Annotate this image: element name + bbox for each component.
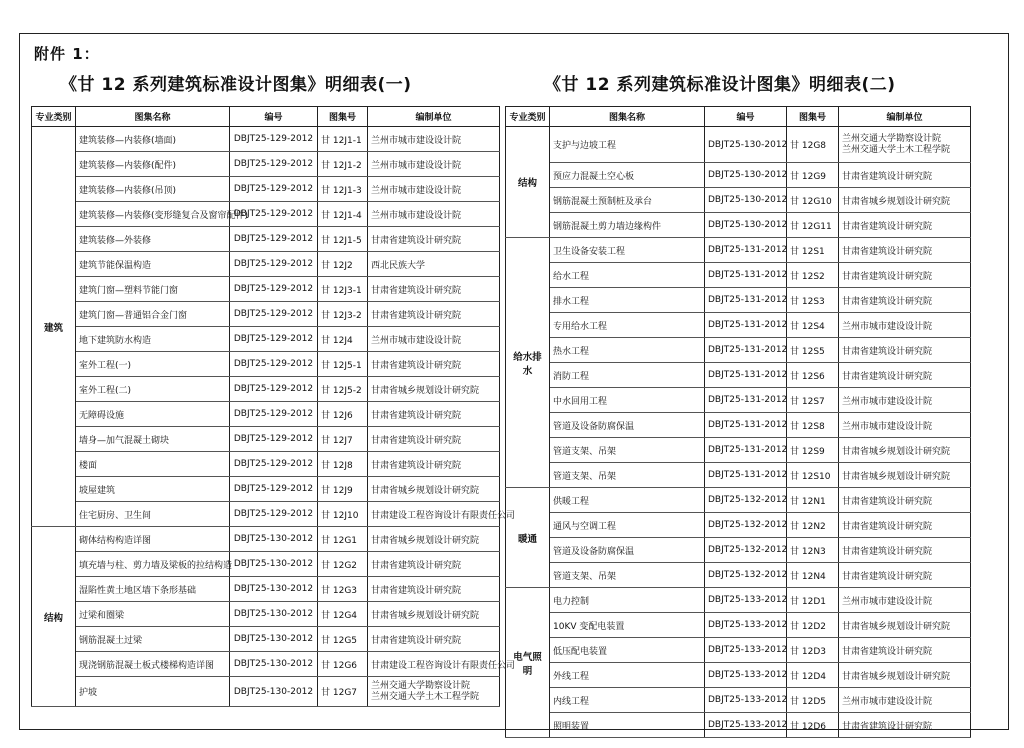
code-cell: DBJT25-130-2012 bbox=[705, 163, 787, 188]
atlas-name-cell: 钢筋混凝土过梁 bbox=[76, 627, 230, 652]
code-cell: DBJT25-130-2012 bbox=[230, 602, 318, 627]
code-cell: DBJT25-131-2012 bbox=[705, 288, 787, 313]
organization-cell: 兰州市城市建设设计院 bbox=[839, 413, 971, 438]
atlas-name-cell: 给水工程 bbox=[550, 263, 705, 288]
code-cell: DBJT25-129-2012 bbox=[230, 302, 318, 327]
atlas-name-cell: 坡屋建筑 bbox=[76, 477, 230, 502]
atlas-name-cell: 10KV 变配电装置 bbox=[550, 613, 705, 638]
header-atlas-number: 图集号 bbox=[318, 107, 368, 127]
table-row bbox=[32, 127, 500, 152]
table-row bbox=[32, 202, 500, 227]
atlas-number-cell: 甘 12J6 bbox=[318, 402, 368, 427]
code-cell: DBJT25-129-2012 bbox=[230, 452, 318, 477]
table-row bbox=[32, 652, 500, 677]
code-cell: DBJT25-129-2012 bbox=[230, 477, 318, 502]
organization-cell: 甘肃省建筑设计研究院 bbox=[839, 288, 971, 313]
organization-cell: 甘肃省建筑设计研究院 bbox=[839, 538, 971, 563]
organization-cell: 甘肃省建筑设计研究院 bbox=[839, 713, 971, 738]
catalog-table-1 bbox=[31, 106, 516, 707]
atlas-number-cell: 甘 12S10 bbox=[787, 463, 839, 488]
table-row bbox=[506, 638, 971, 663]
atlas-number-cell: 甘 12D2 bbox=[787, 613, 839, 638]
organization-cell: 兰州市城市建设设计院 bbox=[368, 152, 500, 177]
organization-cell: 兰州市城市建设设计院 bbox=[368, 202, 500, 227]
atlas-number-cell: 甘 12S5 bbox=[787, 338, 839, 363]
code-cell: DBJT25-132-2012 bbox=[705, 513, 787, 538]
organization-cell: 甘肃省建筑设计研究院 bbox=[368, 402, 500, 427]
code-cell: DBJT25-129-2012 bbox=[230, 152, 318, 177]
organization-cell: 甘肃省建筑设计研究院 bbox=[368, 427, 500, 452]
atlas-number-cell: 甘 12G8 bbox=[787, 127, 839, 163]
table-row bbox=[506, 413, 971, 438]
organization-cell: 甘肃省建筑设计研究院 bbox=[368, 452, 500, 477]
atlas-name-cell: 排水工程 bbox=[550, 288, 705, 313]
organization-cell: 甘肃省城乡规划设计研究院 bbox=[839, 613, 971, 638]
code-cell: DBJT25-133-2012 bbox=[705, 638, 787, 663]
atlas-name-cell: 钢筋混凝土剪力墙边缘构件 bbox=[550, 213, 705, 238]
table-row bbox=[32, 252, 500, 277]
atlas-name-cell: 湿陷性黄土地区墙下条形基础 bbox=[76, 577, 230, 602]
organization-cell: 甘肃省城乡规划设计研究院 bbox=[839, 663, 971, 688]
atlas-name-cell: 专用给水工程 bbox=[550, 313, 705, 338]
atlas-name-cell: 建筑装修—内装修(墙面) bbox=[76, 127, 230, 152]
organization-cell: 甘肃省建筑设计研究院 bbox=[839, 263, 971, 288]
code-cell: DBJT25-130-2012 bbox=[230, 677, 318, 707]
atlas-number-cell: 甘 12S1 bbox=[787, 238, 839, 263]
code-cell: DBJT25-129-2012 bbox=[230, 177, 318, 202]
atlas-number-cell: 甘 12G11 bbox=[787, 213, 839, 238]
code-cell: DBJT25-130-2012 bbox=[230, 627, 318, 652]
organization-cell: 兰州市城市建设设计院 bbox=[839, 588, 971, 613]
organization-cell: 甘肃省建筑设计研究院 bbox=[368, 552, 500, 577]
atlas-number-cell: 甘 12S6 bbox=[787, 363, 839, 388]
atlas-number-cell: 甘 12J5-1 bbox=[318, 352, 368, 377]
organization-cell: 甘肃省建筑设计研究院 bbox=[368, 302, 500, 327]
atlas-number-cell: 甘 12J4 bbox=[318, 327, 368, 352]
table-row bbox=[506, 463, 971, 488]
atlas-number-cell: 甘 12N2 bbox=[787, 513, 839, 538]
code-cell: DBJT25-133-2012 bbox=[705, 663, 787, 688]
atlas-number-cell: 甘 12J3-1 bbox=[318, 277, 368, 302]
table-row bbox=[506, 238, 971, 263]
atlas-number-cell: 甘 12S7 bbox=[787, 388, 839, 413]
table-row bbox=[506, 263, 971, 288]
table-row bbox=[506, 713, 971, 738]
atlas-name-cell: 建筑门窗—普通铝合金门窗 bbox=[76, 302, 230, 327]
table-row bbox=[32, 527, 500, 552]
atlas-name-cell: 管道支架、吊架 bbox=[550, 563, 705, 588]
atlas-name-cell: 建筑装修—内装修(吊顶) bbox=[76, 177, 230, 202]
atlas-number-cell: 甘 12S8 bbox=[787, 413, 839, 438]
organization-cell: 甘肃省城乡规划设计研究院 bbox=[839, 438, 971, 463]
atlas-name-cell: 建筑装修—内装修(变形缝复合及窗帘配件) bbox=[76, 202, 230, 227]
table-row bbox=[506, 513, 971, 538]
table-row bbox=[506, 663, 971, 688]
table-row bbox=[32, 602, 500, 627]
atlas-name-cell: 建筑装修—外装修 bbox=[76, 227, 230, 252]
organization-cell: 甘肃省建筑设计研究院 bbox=[839, 563, 971, 588]
atlas-name-cell: 建筑门窗—塑料节能门窗 bbox=[76, 277, 230, 302]
atlas-number-cell: 甘 12J8 bbox=[318, 452, 368, 477]
code-cell: DBJT25-129-2012 bbox=[230, 502, 318, 527]
code-cell: DBJT25-131-2012 bbox=[705, 313, 787, 338]
atlas-number-cell: 甘 12D4 bbox=[787, 663, 839, 688]
table2-body bbox=[506, 127, 971, 738]
code-cell: DBJT25-130-2012 bbox=[230, 552, 318, 577]
code-cell: DBJT25-129-2012 bbox=[230, 327, 318, 352]
atlas-number-cell: 甘 12J1-1 bbox=[318, 127, 368, 152]
category-cell: 结构 bbox=[32, 527, 76, 707]
header-name: 图集名称 bbox=[550, 107, 705, 127]
table-row bbox=[506, 313, 971, 338]
atlas-number-cell: 甘 12G2 bbox=[318, 552, 368, 577]
table-row bbox=[506, 688, 971, 713]
code-cell: DBJT25-130-2012 bbox=[705, 188, 787, 213]
table2-title: 《甘 12 系列建筑标准设计图集》明细表(二) bbox=[544, 75, 896, 95]
atlas-name-cell: 照明装置 bbox=[550, 713, 705, 738]
code-cell: DBJT25-130-2012 bbox=[705, 127, 787, 163]
atlas-number-cell: 甘 12J10 bbox=[318, 502, 368, 527]
atlas-name-cell: 楼面 bbox=[76, 452, 230, 477]
header-atlas-number: 图集号 bbox=[787, 107, 839, 127]
table-row bbox=[32, 352, 500, 377]
code-cell: DBJT25-131-2012 bbox=[705, 388, 787, 413]
table-row bbox=[506, 613, 971, 638]
organization-cell: 甘肃省建筑设计研究院 bbox=[839, 238, 971, 263]
atlas-number-cell: 甘 12S2 bbox=[787, 263, 839, 288]
table1-title: 《甘 12 系列建筑标准设计图集》明细表(一) bbox=[60, 75, 412, 95]
table-row bbox=[506, 127, 971, 163]
atlas-number-cell: 甘 12J7 bbox=[318, 427, 368, 452]
code-cell: DBJT25-133-2012 bbox=[705, 613, 787, 638]
table-row bbox=[32, 402, 500, 427]
atlas-number-cell: 甘 12D3 bbox=[787, 638, 839, 663]
code-cell: DBJT25-131-2012 bbox=[705, 438, 787, 463]
atlas-name-cell: 中水回用工程 bbox=[550, 388, 705, 413]
code-cell: DBJT25-133-2012 bbox=[705, 588, 787, 613]
code-cell: DBJT25-131-2012 bbox=[705, 263, 787, 288]
atlas-number-cell: 甘 12S9 bbox=[787, 438, 839, 463]
atlas-name-cell: 建筑装修—内装修(配件) bbox=[76, 152, 230, 177]
table1-body bbox=[32, 127, 516, 707]
code-cell: DBJT25-129-2012 bbox=[230, 127, 318, 152]
atlas-name-cell: 建筑节能保温构造 bbox=[76, 252, 230, 277]
category-cell: 电气照明 bbox=[506, 588, 550, 738]
organization-cell: 甘肃省建筑设计研究院 bbox=[839, 338, 971, 363]
code-cell: DBJT25-132-2012 bbox=[705, 488, 787, 513]
code-cell: DBJT25-129-2012 bbox=[230, 277, 318, 302]
code-cell: DBJT25-131-2012 bbox=[705, 338, 787, 363]
code-cell: DBJT25-132-2012 bbox=[705, 538, 787, 563]
code-cell: DBJT25-132-2012 bbox=[705, 563, 787, 588]
header-organization: 编制单位 bbox=[839, 107, 971, 127]
table-row bbox=[32, 427, 500, 452]
header-category: 专业类别 bbox=[32, 107, 76, 127]
organization-cell: 兰州市城市建设设计院 bbox=[839, 388, 971, 413]
header-name: 图集名称 bbox=[76, 107, 230, 127]
organization-cell: 西北民族大学 bbox=[368, 252, 500, 277]
organization-cell: 兰州市城市建设设计院 bbox=[839, 313, 971, 338]
organization-cell: 兰州市城市建设设计院 bbox=[368, 177, 500, 202]
atlas-number-cell: 甘 12N1 bbox=[787, 488, 839, 513]
atlas-number-cell: 甘 12J1-3 bbox=[318, 177, 368, 202]
organization-cell: 兰州市城市建设设计院 bbox=[368, 127, 500, 152]
atlas-name-cell: 预应力混凝土空心板 bbox=[550, 163, 705, 188]
atlas-name-cell: 护坡 bbox=[76, 677, 230, 707]
code-cell: DBJT25-131-2012 bbox=[705, 463, 787, 488]
atlas-name-cell: 热水工程 bbox=[550, 338, 705, 363]
atlas-name-cell: 墙身—加气混凝土砌块 bbox=[76, 427, 230, 452]
organization-cell: 甘肃省建筑设计研究院 bbox=[839, 488, 971, 513]
atlas-name-cell: 通风与空调工程 bbox=[550, 513, 705, 538]
atlas-number-cell: 甘 12G6 bbox=[318, 652, 368, 677]
organization-cell: 兰州市城市建设设计院 bbox=[368, 327, 500, 352]
atlas-name-cell: 支护与边坡工程 bbox=[550, 127, 705, 163]
atlas-number-cell: 甘 12G3 bbox=[318, 577, 368, 602]
table-row bbox=[32, 577, 500, 602]
atlas-number-cell: 甘 12J1-4 bbox=[318, 202, 368, 227]
code-cell: DBJT25-130-2012 bbox=[230, 527, 318, 552]
atlas-number-cell: 甘 12G4 bbox=[318, 602, 368, 627]
table-row bbox=[32, 677, 500, 707]
code-cell: DBJT25-131-2012 bbox=[705, 238, 787, 263]
atlas-name-cell: 卫生设备安装工程 bbox=[550, 238, 705, 263]
atlas-number-cell: 甘 12S4 bbox=[787, 313, 839, 338]
organization-cell: 兰州市城市建设设计院 bbox=[839, 688, 971, 713]
code-cell: DBJT25-129-2012 bbox=[230, 227, 318, 252]
atlas-number-cell: 甘 12J1-2 bbox=[318, 152, 368, 177]
organization-cell: 甘肃省建筑设计研究院 bbox=[839, 363, 971, 388]
table-row bbox=[32, 302, 500, 327]
table-row bbox=[32, 377, 500, 402]
atlas-name-cell: 管道及设备防腐保温 bbox=[550, 413, 705, 438]
code-cell: DBJT25-129-2012 bbox=[230, 402, 318, 427]
organization-cell: 甘肃省城乡规划设计研究院 bbox=[839, 463, 971, 488]
organization-cell: 甘肃省城乡规划设计研究院 bbox=[368, 477, 500, 502]
table-row bbox=[506, 163, 971, 188]
organization-cell: 甘肃省建筑设计研究院 bbox=[368, 352, 500, 377]
table-row bbox=[32, 477, 500, 502]
atlas-number-cell: 甘 12N4 bbox=[787, 563, 839, 588]
organization-cell: 甘肃省城乡规划设计研究院 bbox=[368, 527, 500, 552]
atlas-number-cell: 甘 12D6 bbox=[787, 713, 839, 738]
table-row bbox=[32, 627, 500, 652]
attachment-label: 附件 1： bbox=[34, 45, 100, 63]
code-cell: DBJT25-129-2012 bbox=[230, 352, 318, 377]
atlas-number-cell: 甘 12S3 bbox=[787, 288, 839, 313]
code-cell: DBJT25-130-2012 bbox=[230, 577, 318, 602]
atlas-number-cell: 甘 12J5-2 bbox=[318, 377, 368, 402]
code-cell: DBJT25-130-2012 bbox=[705, 213, 787, 238]
atlas-name-cell: 现浇钢筋混凝土板式楼梯构造详图 bbox=[76, 652, 230, 677]
organization-cell: 甘肃省建筑设计研究院 bbox=[839, 163, 971, 188]
table-row bbox=[506, 388, 971, 413]
table-row bbox=[32, 277, 500, 302]
atlas-number-cell: 甘 12J3-2 bbox=[318, 302, 368, 327]
organization-cell: 甘肃建设工程咨询设计有限责任公司 bbox=[368, 652, 500, 677]
code-cell: DBJT25-129-2012 bbox=[230, 427, 318, 452]
header-code: 编号 bbox=[230, 107, 318, 127]
category-cell: 暖通 bbox=[506, 488, 550, 588]
table-row bbox=[506, 563, 971, 588]
table2-header bbox=[506, 107, 971, 127]
code-cell: DBJT25-129-2012 bbox=[230, 252, 318, 277]
code-cell: DBJT25-129-2012 bbox=[230, 377, 318, 402]
atlas-name-cell: 管道支架、吊架 bbox=[550, 438, 705, 463]
code-cell: DBJT25-129-2012 bbox=[230, 202, 318, 227]
atlas-name-cell: 无障碍设施 bbox=[76, 402, 230, 427]
organization-cell: 甘肃省建筑设计研究院 bbox=[368, 277, 500, 302]
atlas-name-cell: 外线工程 bbox=[550, 663, 705, 688]
table-row bbox=[32, 502, 500, 527]
code-cell: DBJT25-130-2012 bbox=[230, 652, 318, 677]
atlas-name-cell: 电力控制 bbox=[550, 588, 705, 613]
atlas-name-cell: 填充墙与柱、剪力墙及梁板的拉结构造 bbox=[76, 552, 230, 577]
table-row bbox=[506, 213, 971, 238]
organization-cell: 甘肃省建筑设计研究院 bbox=[839, 638, 971, 663]
table-row bbox=[506, 288, 971, 313]
code-cell: DBJT25-133-2012 bbox=[705, 688, 787, 713]
atlas-name-cell: 内线工程 bbox=[550, 688, 705, 713]
category-cell: 建筑 bbox=[32, 127, 76, 527]
header-code: 编号 bbox=[705, 107, 787, 127]
organization-cell: 兰州交通大学勘察设计院 兰州交通大学土木工程学院 bbox=[368, 677, 500, 707]
table-row bbox=[32, 327, 500, 352]
organization-cell: 甘肃建设工程咨询设计有限责任公司 bbox=[368, 502, 500, 527]
organization-cell: 甘肃省城乡规划设计研究院 bbox=[839, 188, 971, 213]
code-cell: DBJT25-131-2012 bbox=[705, 363, 787, 388]
organization-cell: 甘肃省建筑设计研究院 bbox=[368, 627, 500, 652]
atlas-name-cell: 地下建筑防水构造 bbox=[76, 327, 230, 352]
organization-cell: 甘肃省建筑设计研究院 bbox=[839, 213, 971, 238]
atlas-number-cell: 甘 12G9 bbox=[787, 163, 839, 188]
code-cell: DBJT25-133-2012 bbox=[705, 713, 787, 738]
atlas-name-cell: 过梁和圈梁 bbox=[76, 602, 230, 627]
atlas-number-cell: 甘 12G7 bbox=[318, 677, 368, 707]
atlas-name-cell: 钢筋混凝土预制桩及承台 bbox=[550, 188, 705, 213]
atlas-number-cell: 甘 12N3 bbox=[787, 538, 839, 563]
table-row bbox=[506, 338, 971, 363]
table-row bbox=[32, 177, 500, 202]
organization-cell: 甘肃省建筑设计研究院 bbox=[368, 227, 500, 252]
organization-cell: 甘肃省城乡规划设计研究院 bbox=[368, 602, 500, 627]
table-row bbox=[506, 188, 971, 213]
category-cell: 结构 bbox=[506, 127, 550, 238]
atlas-number-cell: 甘 12D1 bbox=[787, 588, 839, 613]
atlas-number-cell: 甘 12J1-5 bbox=[318, 227, 368, 252]
table1-header bbox=[32, 107, 500, 127]
table-row bbox=[506, 363, 971, 388]
table-row bbox=[32, 452, 500, 477]
code-cell: DBJT25-131-2012 bbox=[705, 413, 787, 438]
organization-cell: 甘肃省城乡规划设计研究院 bbox=[368, 377, 500, 402]
table-row bbox=[506, 588, 971, 613]
atlas-number-cell: 甘 12J9 bbox=[318, 477, 368, 502]
table-row bbox=[506, 488, 971, 513]
header-organization: 编制单位 bbox=[368, 107, 500, 127]
atlas-name-cell: 室外工程(一) bbox=[76, 352, 230, 377]
atlas-name-cell: 室外工程(二) bbox=[76, 377, 230, 402]
table-row bbox=[32, 152, 500, 177]
atlas-name-cell: 供暖工程 bbox=[550, 488, 705, 513]
table-row bbox=[506, 538, 971, 563]
atlas-name-cell: 砌体结构构造详图 bbox=[76, 527, 230, 552]
atlas-number-cell: 甘 12J2 bbox=[318, 252, 368, 277]
atlas-number-cell: 甘 12G5 bbox=[318, 627, 368, 652]
atlas-number-cell: 甘 12G10 bbox=[787, 188, 839, 213]
catalog-table-2 bbox=[505, 106, 971, 738]
atlas-name-cell: 住宅厨房、卫生间 bbox=[76, 502, 230, 527]
organization-cell: 甘肃省建筑设计研究院 bbox=[839, 513, 971, 538]
atlas-name-cell: 消防工程 bbox=[550, 363, 705, 388]
atlas-name-cell: 低压配电装置 bbox=[550, 638, 705, 663]
table-row bbox=[506, 438, 971, 463]
header-category: 专业类别 bbox=[506, 107, 550, 127]
table-row bbox=[32, 552, 500, 577]
atlas-name-cell: 管道支架、吊架 bbox=[550, 463, 705, 488]
organization-cell: 甘肃省建筑设计研究院 bbox=[368, 577, 500, 602]
category-cell: 给水排水 bbox=[506, 238, 550, 488]
table-row bbox=[32, 227, 500, 252]
organization-cell: 兰州交通大学勘察设计院 兰州交通大学土木工程学院 bbox=[839, 127, 971, 163]
atlas-name-cell: 管道及设备防腐保温 bbox=[550, 538, 705, 563]
atlas-number-cell: 甘 12D5 bbox=[787, 688, 839, 713]
atlas-number-cell: 甘 12G1 bbox=[318, 527, 368, 552]
